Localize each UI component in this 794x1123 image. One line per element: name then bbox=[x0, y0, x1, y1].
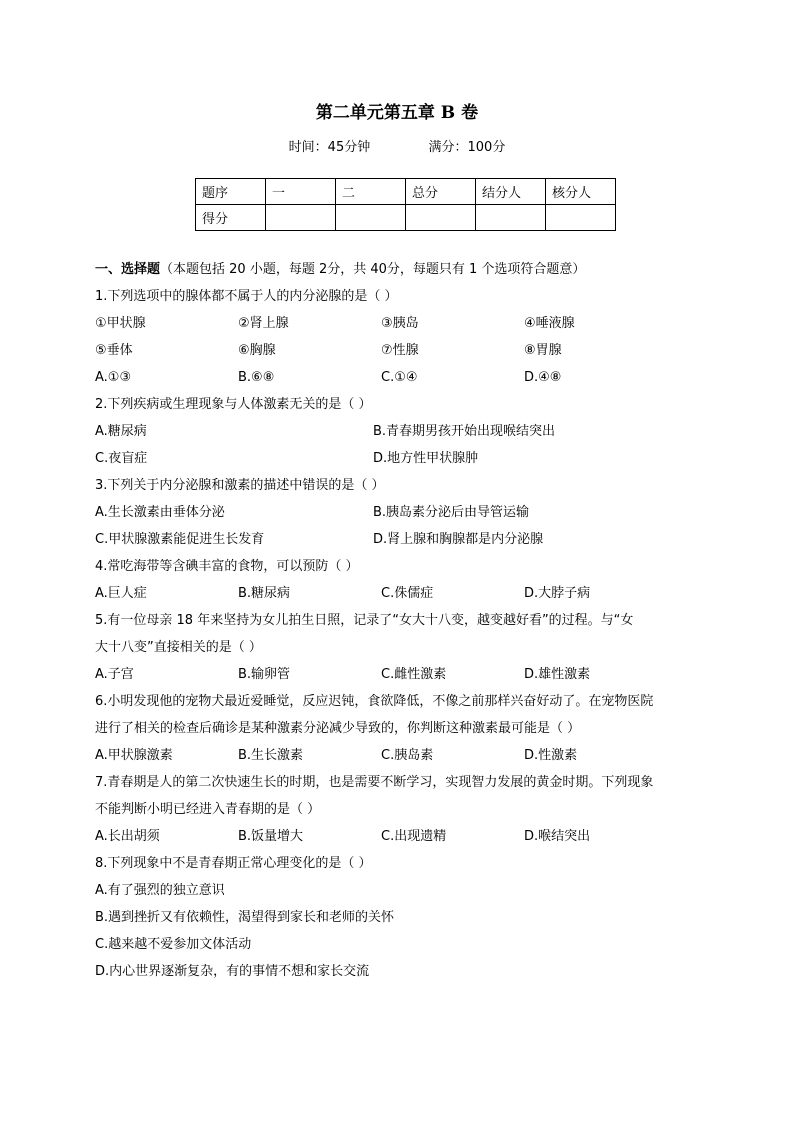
option-c[interactable]: C.胰岛素 bbox=[381, 748, 434, 763]
gland-item: ⑧胃腺 bbox=[524, 343, 562, 358]
options-row bbox=[95, 499, 705, 526]
option-b[interactable]: B.糖尿病 bbox=[238, 586, 291, 601]
options-row bbox=[95, 364, 705, 391]
option-b[interactable]: B.青春期男孩开始出现喉结突出 bbox=[373, 424, 556, 439]
option-d[interactable]: D.大脖子病 bbox=[524, 586, 591, 601]
score-table-cell: 一 bbox=[266, 179, 336, 205]
score-table bbox=[195, 178, 616, 231]
option-c[interactable]: C.夜盲症 bbox=[95, 451, 148, 466]
section-heading bbox=[95, 256, 705, 283]
gland-item: ③胰岛 bbox=[381, 316, 419, 331]
option-a[interactable]: A.糖尿病 bbox=[95, 424, 147, 439]
question-stem: 3.下列关于内分泌腺和激素的描述中错误的是（ ） bbox=[95, 478, 385, 493]
gland-list-row bbox=[95, 337, 705, 364]
option-a[interactable]: A.①③ bbox=[95, 370, 132, 385]
score-input-cell[interactable] bbox=[336, 205, 406, 231]
score-table-score-row bbox=[196, 205, 616, 231]
score-input-cell[interactable] bbox=[406, 205, 476, 231]
question-stem: 4.常吃海带等含碘丰富的食物，可以预防（ ） bbox=[95, 559, 359, 574]
options-row bbox=[95, 742, 705, 769]
full-score: 满分：100分 bbox=[428, 140, 506, 155]
gland-item: ④唾液腺 bbox=[524, 316, 575, 331]
gland-item: ⑥胸腺 bbox=[238, 343, 276, 358]
option-a[interactable]: A.长出胡须 bbox=[95, 829, 160, 844]
options-row bbox=[95, 526, 705, 553]
option-a[interactable]: A.甲状腺激素 bbox=[95, 748, 173, 763]
option-b[interactable]: B.遇到挫折又有依赖性，渴望得到家长和老师的关怀 bbox=[95, 910, 395, 925]
time-limit: 时间：45分钟 bbox=[288, 140, 371, 155]
score-input-cell[interactable] bbox=[476, 205, 546, 231]
gland-list-row bbox=[95, 310, 705, 337]
option-c[interactable]: C.越来越不爱参加文体活动 bbox=[95, 937, 252, 952]
option-d[interactable]: D.地方性甲状腺肿 bbox=[373, 451, 479, 466]
option-b[interactable]: B.⑥⑧ bbox=[238, 370, 275, 385]
score-input-cell[interactable] bbox=[266, 205, 336, 231]
option-d[interactable]: D.性激素 bbox=[524, 748, 578, 763]
score-table-cell: 得分 bbox=[196, 205, 266, 231]
question-stem: 6.小明发现他的宠物犬最近爱睡觉，反应迟钝，食欲降低，不像之前那样兴奋好动了。在宠物医院 bbox=[95, 694, 654, 709]
section-title: 一、选择题 bbox=[95, 262, 161, 277]
exam-title: 第二单元第五章 B 卷 bbox=[315, 103, 479, 123]
option-b[interactable]: B.生长激素 bbox=[238, 748, 304, 763]
option-d[interactable]: D.雄性激素 bbox=[524, 667, 591, 682]
option-b[interactable]: B.饭量增大 bbox=[238, 829, 304, 844]
section-note: （本题包括 20 小题，每题 2分，共 40分，每题只有 1 个选项符合题意） bbox=[160, 262, 586, 277]
questions-section bbox=[95, 256, 705, 985]
question-stem-continued: 不能判断小明已经进入青春期的是（ ） bbox=[95, 802, 321, 817]
exam-info bbox=[0, 136, 794, 155]
question-stem-continued: 大十八变”直接相关的是（ ） bbox=[95, 640, 262, 655]
option-a[interactable]: A.子宫 bbox=[95, 667, 134, 682]
option-b[interactable]: B.胰岛素分泌后由导管运输 bbox=[373, 505, 530, 520]
gland-item: ⑦性腺 bbox=[381, 343, 419, 358]
option-d[interactable]: D.肾上腺和胸腺都是内分泌腺 bbox=[373, 532, 544, 547]
option-c[interactable]: C.甲状腺激素能促进生长发育 bbox=[95, 532, 265, 547]
option-d[interactable]: D.喉结突出 bbox=[524, 829, 591, 844]
score-table-cell: 二 bbox=[336, 179, 406, 205]
score-table-cell: 题序 bbox=[196, 179, 266, 205]
options-row bbox=[95, 580, 705, 607]
gland-item: ②肾上腺 bbox=[238, 316, 289, 331]
option-c[interactable]: C.侏儒症 bbox=[381, 586, 434, 601]
option-d[interactable]: D.④⑧ bbox=[524, 370, 562, 385]
option-a[interactable]: A.生长激素由垂体分泌 bbox=[95, 505, 225, 520]
options-row bbox=[95, 823, 705, 850]
option-d[interactable]: D.内心世界逐渐复杂，有的事情不想和家长交流 bbox=[95, 964, 370, 979]
option-c[interactable]: C.①④ bbox=[381, 370, 418, 385]
question-stem: 5.有一位母亲 18 年来坚持为女儿拍生日照，记录了“女大十八变，越变越好看”的过程。与“女 bbox=[95, 613, 634, 628]
question-stem: 8.下列现象中不是青春期正常心理变化的是（ ） bbox=[95, 856, 372, 871]
option-b[interactable]: B.输卵管 bbox=[238, 667, 291, 682]
gland-item: ⑤垂体 bbox=[95, 343, 133, 358]
gland-item: ①甲状腺 bbox=[95, 316, 146, 331]
score-table-cell: 核分人 bbox=[546, 179, 616, 205]
option-a[interactable]: A.有了强烈的独立意识 bbox=[95, 883, 225, 898]
option-a[interactable]: A.巨人症 bbox=[95, 586, 147, 601]
score-table-header-row bbox=[196, 179, 616, 205]
options-row bbox=[95, 418, 705, 445]
options-row bbox=[95, 661, 705, 688]
option-c[interactable]: C.雌性激素 bbox=[381, 667, 447, 682]
question-stem: 7.青春期是人的第二次快速生长的时期，也是需要不断学习，实现智力发展的黄金时期。下列现象 bbox=[95, 775, 654, 790]
score-table-cell: 结分人 bbox=[476, 179, 546, 205]
score-table-cell: 总分 bbox=[406, 179, 476, 205]
question-stem-continued: 进行了相关的检查后确诊是某种激素分泌减少导致的，你判断这种激素最可能是（ ） bbox=[95, 721, 581, 736]
question-stem: 1.下列选项中的腺体都不属于人的内分泌腺的是（ ） bbox=[95, 289, 398, 304]
score-input-cell[interactable] bbox=[546, 205, 616, 231]
question-stem: 2.下列疾病或生理现象与人体激素无关的是（ ） bbox=[95, 397, 372, 412]
option-c[interactable]: C.出现遗精 bbox=[381, 829, 447, 844]
options-row bbox=[95, 445, 705, 472]
